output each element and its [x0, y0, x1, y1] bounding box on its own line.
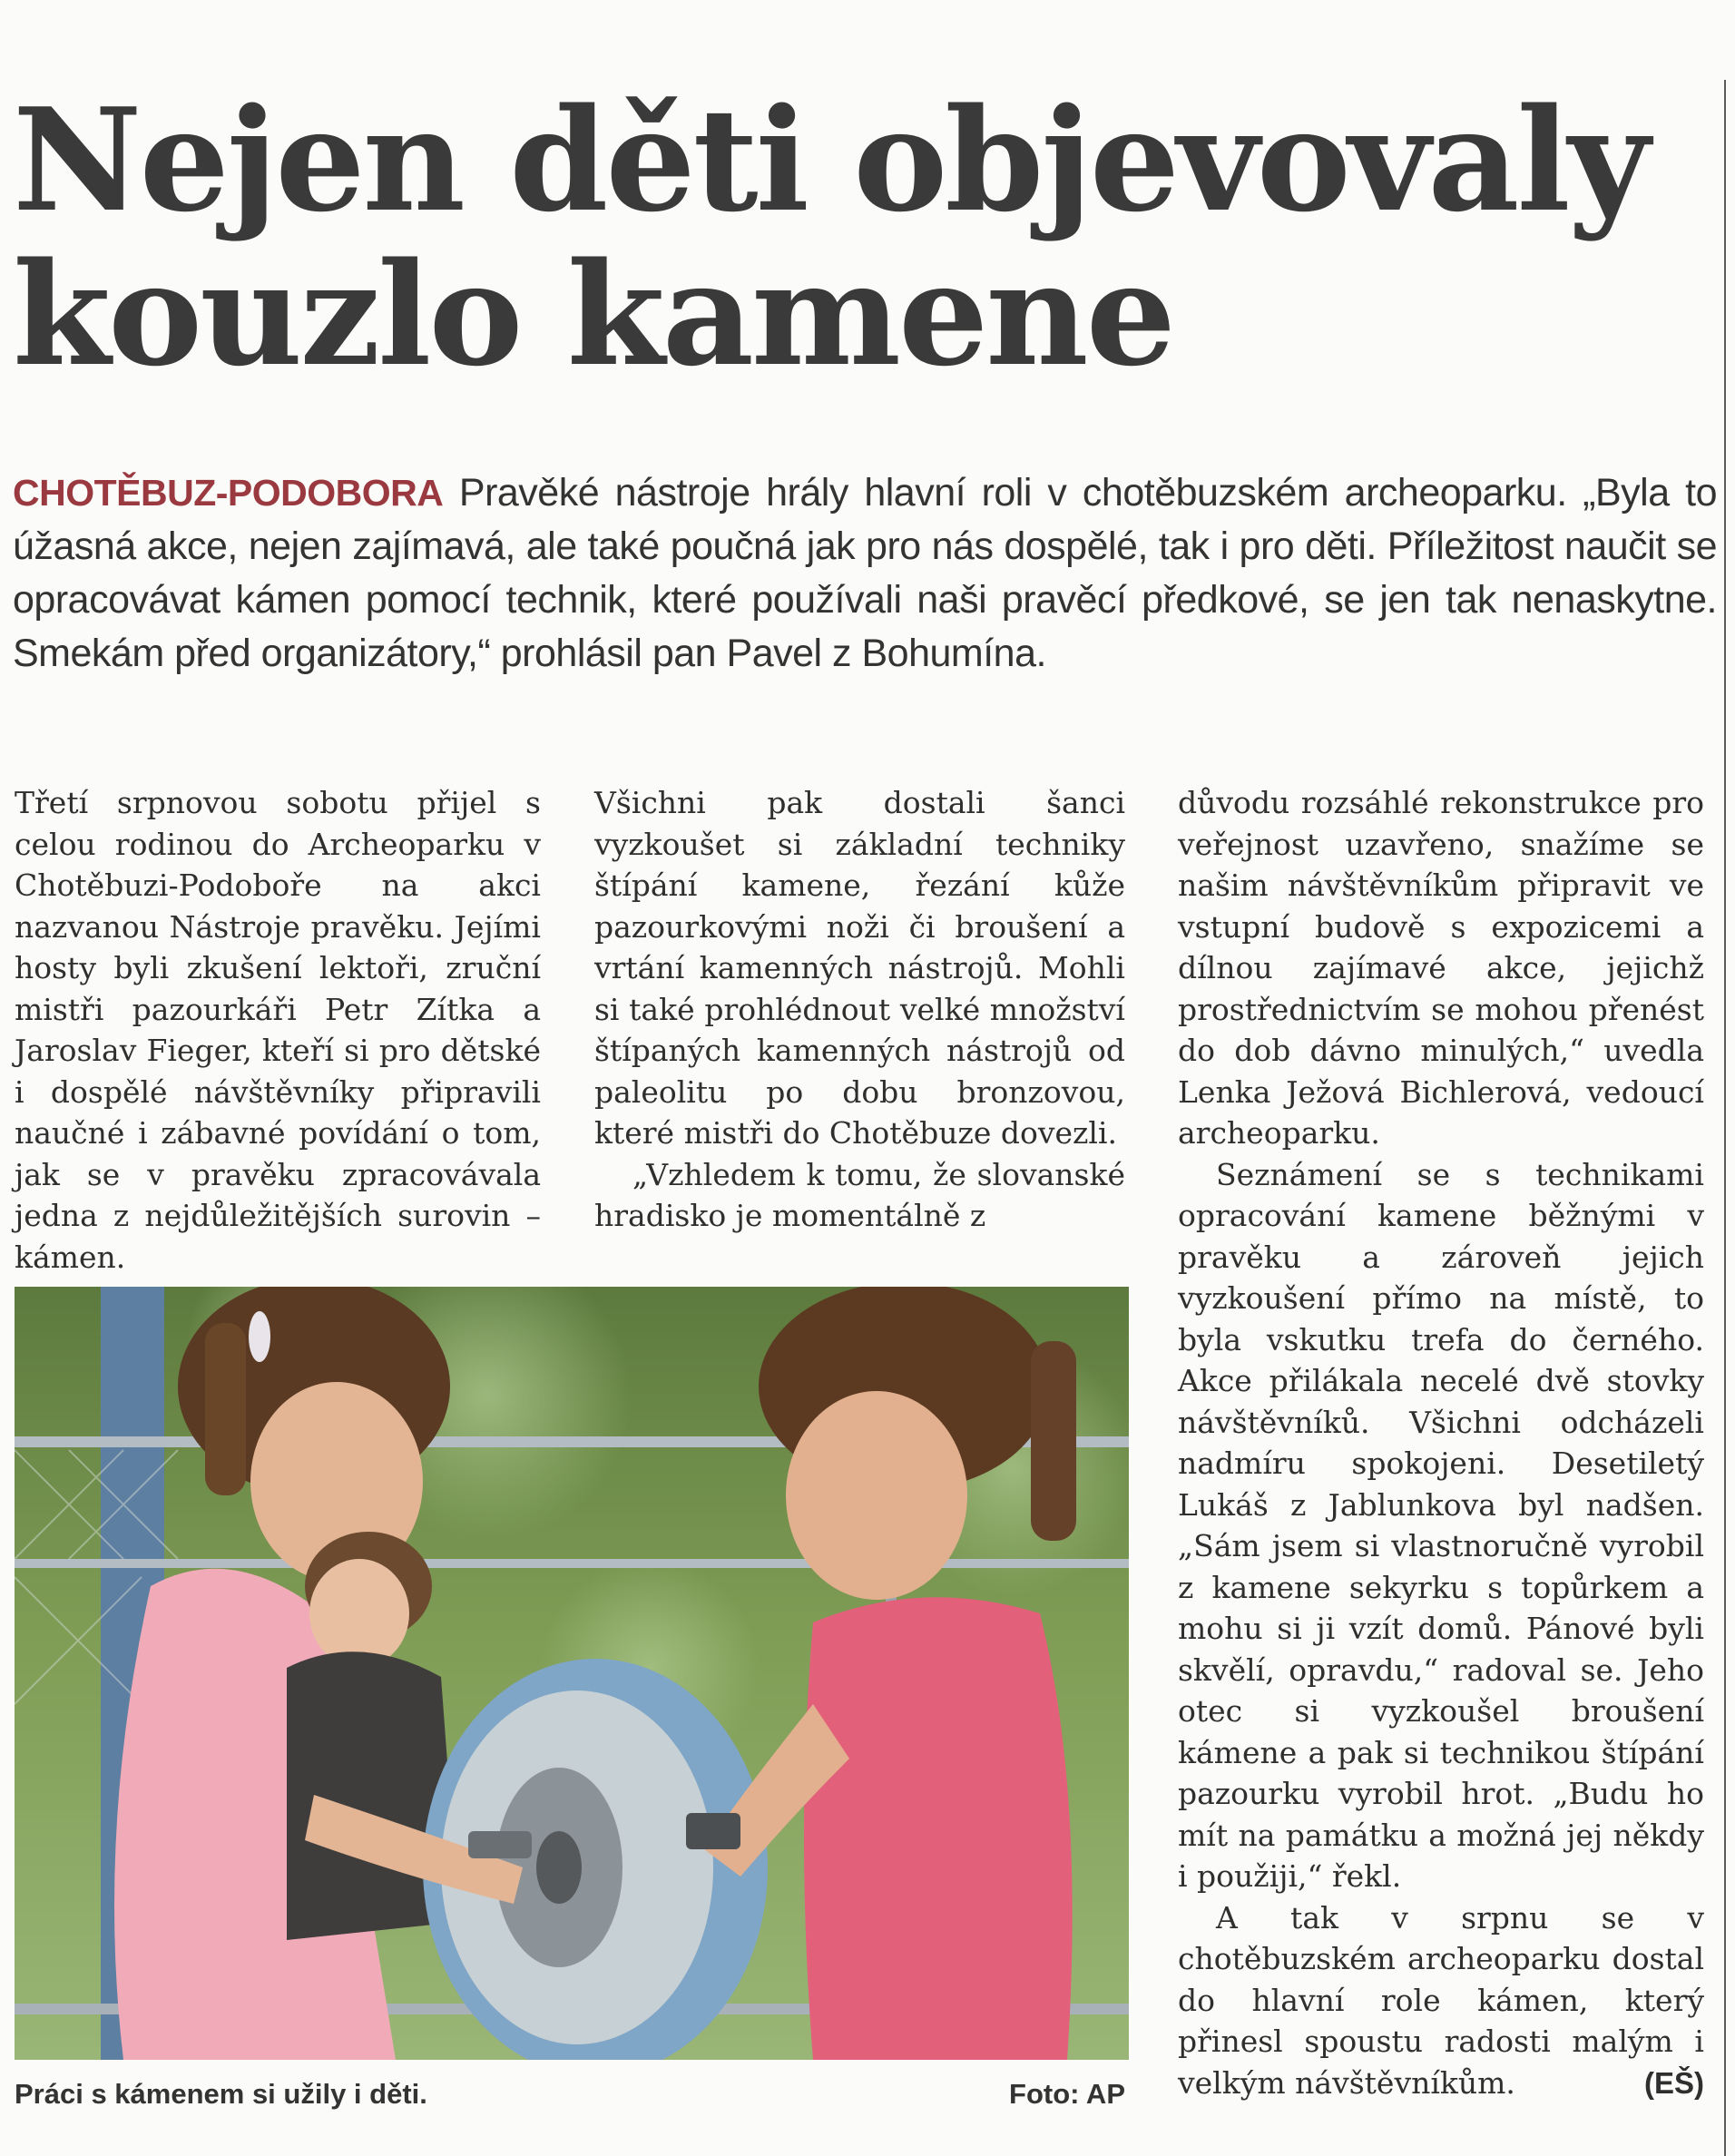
column-2-paragraph-1: Všichni pak dostali šanci vyzkoušet si základní techniky štípání kamene, řezání kůže pazourkovými noži či broušení a vrtání kamenných nástrojů. Mohli si také prohlédnout velké množství štípaných kamenných nástrojů od paleolitu po dobu bronzovou, které mistři do Chotěbuze dovezli. [594, 785, 1125, 1151]
column-3 [1178, 782, 1704, 2103]
column-3-paragraph-3 [1178, 1897, 1704, 2104]
photo-caption-bar [15, 2078, 1129, 2114]
photo-caption: Práci s kámenem si užily i děti. [15, 2078, 427, 2110]
dateline: CHOTĚBUZ-PODOBORA [13, 472, 444, 514]
photo-illustration [15, 1287, 1129, 2060]
column-3-paragraph-2: Seznámení se s technikami opracování kamene běžnými v pravěku a zároveň jejich vyzkoušení přímo na místě, to byla vskutku trefa do černého. Akce přilákala necelé dvě stovky návštěvníků. Všichni odcházeli nadmíru spokojeni. Desetiletý Lukáš z Jablunkova byl nadšen. „Sám jsem si vlastnoručně vyrobil z kamene sekyrku s topůrkem a mohu si ji vzít domů. Pánové byli skvělí, opravdu,“ radoval se. Jeho otec si vyzkoušel broušení kámene a pak si technikou štípání pazourku vyrobil hrot. „Budu ho mít na památku a možná jej někdy i použiji,“ řekl. [1178, 1156, 1704, 1894]
headline: Nejen děti objevovaly kouzlo kamene [13, 77, 1648, 397]
photo-credit: Foto: AP [1009, 2078, 1125, 2110]
lead-paragraph [13, 466, 1717, 681]
column-2-paragraph-2: „Vzhledem k tomu, že slovanské hradisko je momentálně z [594, 1156, 1125, 1233]
page-edge-rule [1724, 80, 1726, 2156]
column-3-paragraph-3-text: A tak v srpnu se v chotěbuzském archeoparku dostal do hlavní role kámen, který přinesl spoustu radosti malým i velkým návštěvníkům. [1178, 1899, 1704, 2101]
lead-text: Pravěké nástroje hrály hlavní roli v chotěbuzském archeoparku. „Byla to úžasná akce, nejen zajímavá, ale také poučná jak pro nás dospělé, tak i pro děti. Příležitost naučit se opracovávat kámen pomocí technik, které používali naši pravěcí předkové, se jen tak nenaskytne. Smekám před organizátory,“ prohlásil pan Pavel z Bohumína. [13, 471, 1717, 675]
column-1 [15, 782, 541, 1278]
author-signature: (EŠ) [1644, 2065, 1704, 2100]
column-3-paragraph-1: důvodu rozsáhlé rekonstrukce pro veřejnost uzavřeno, snažíme se našim návštěvníkům připravit ve vstupní budově s expozicemi a dílnou zajímavé akce, jejichž prostřednictvím se mohou přenést do dob dávno minulých,“ uvedla Lenka Ježová Bichlerová, vedoucí archeoparku. [1178, 785, 1704, 1151]
column-1-paragraph-1: Třetí srpnovou sobotu přijel s celou rodinou do Archeoparku v Chotěbuzi-Podoboře na akci nazvanou Nástroje pravěku. Jejími hosty byli zkušení lektoři, zruční mistři pazourkáři Petr Zítka a Jaroslav Fieger, kteří si pro dětské i dospělé návštěvníky připravili naučné i zábavné povídání o tom, jak se v pravěku zpracovávala jedna z nejdůležitějších surovin – kámen. [15, 785, 541, 1275]
column-2 [594, 782, 1125, 1237]
article-photo [15, 1287, 1129, 2060]
